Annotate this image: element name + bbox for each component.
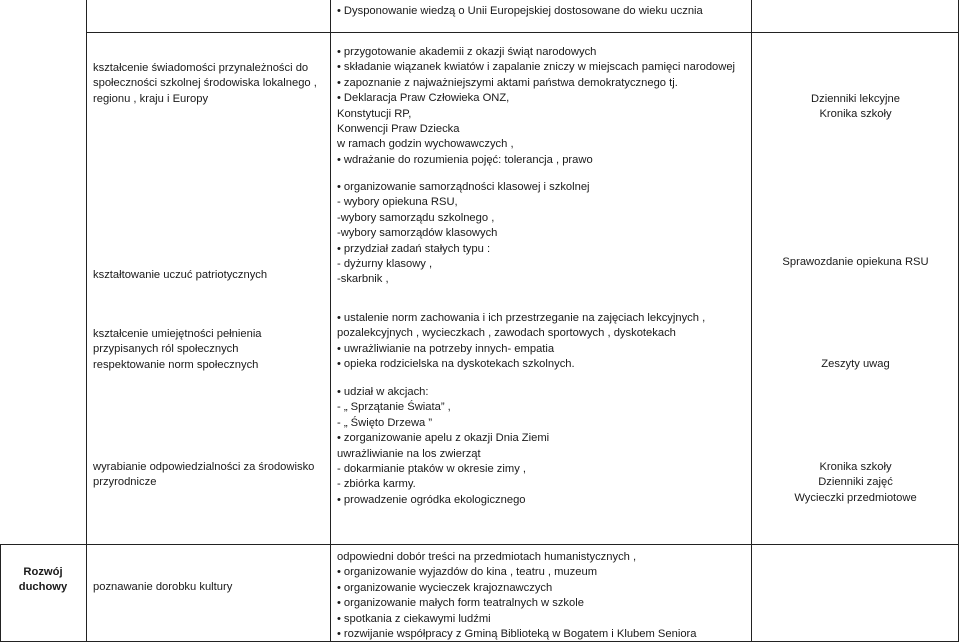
- line-item: - „ Święto Drzewa ”: [337, 416, 433, 429]
- line-item: • spotkania z ciekawymi ludźmi: [337, 612, 750, 627]
- line-item: Wycieczki przedmiotowe: [794, 491, 917, 504]
- line-item: pozalekcyjnych , wycieczkach , zawodach sportowych , dyskotekach: [337, 327, 676, 340]
- grid-line: [330, 0, 331, 642]
- line-item: - dyżurny klasowy ,: [337, 258, 433, 271]
- line-item: uwrażliwianie na los zwierząt: [337, 447, 481, 460]
- line-item: wyrabianie odpowiedzialności za środowisko: [93, 461, 315, 473]
- line-item: odpowiedni dobór treści na przedmiotach humanistycznych ,: [337, 551, 637, 563]
- line-item: - wybory opiekuna RSU,: [337, 196, 458, 209]
- line-item: • zapoznanie z najważniejszymi aktami państwa demokratycznego tj.: [337, 76, 750, 91]
- line-item: respektowanie norm społecznych: [93, 358, 259, 371]
- line-item: Rozwój: [23, 566, 63, 578]
- row-2-activities: [337, 180, 750, 288]
- grid-line: [86, 32, 959, 33]
- line-item: przypisanych ról społecznych: [93, 343, 239, 356]
- line-item: • Deklaracja Praw Człowieka ONZ,: [337, 91, 750, 106]
- line-item: • uwrażliwianie na potrzeby innych- empatia: [337, 342, 750, 357]
- line-item: Kronika szkoły: [819, 108, 892, 121]
- line-item: • prowadzenie ogródka ekologicznego: [337, 493, 750, 508]
- row-1-goal: [93, 61, 325, 107]
- grid-line: [751, 0, 752, 642]
- line-item: -wybory samorządu szkolnego ,: [337, 211, 495, 224]
- line-item: • udział w akcjach:: [337, 385, 750, 400]
- row-3-documentation: [755, 357, 956, 372]
- line-item: kształtowanie uczuć patriotycznych: [93, 269, 268, 281]
- line-item: Kronika szkoły: [819, 461, 892, 473]
- line-item: • składanie wiązanek kwiatów i zapalanie zniczy w miejscach pamięci narodowej: [337, 60, 750, 75]
- row-3-goal: [93, 327, 325, 373]
- line-item: społeczności szkolnej środowiska lokalnego ,: [93, 77, 317, 90]
- line-item: Zeszyty uwag: [821, 358, 890, 370]
- row-3-activities: [337, 311, 750, 373]
- line-item: • ustalenie norm zachowania i ich przestrzeganie na zajęciach lekcyjnych ,: [337, 311, 750, 326]
- line-item: kształcenie umiejętności pełnienia: [93, 328, 262, 340]
- row-4-documentation: [755, 460, 956, 506]
- line-item: -wybory samorządów klasowych: [337, 227, 498, 240]
- row-1-documentation: [755, 92, 956, 123]
- row-4-goal: [93, 460, 325, 491]
- row-5-activities: [337, 550, 750, 642]
- line-item: • organizowanie wycieczek krajoznawczych: [337, 581, 750, 596]
- line-item: -skarbnik ,: [337, 273, 389, 286]
- grid-line: [86, 0, 87, 642]
- line-item: • organizowanie samorządności klasowej i szkolnej: [337, 180, 750, 195]
- line-item: • przygotowanie akademii z okazji świąt narodowych: [337, 45, 750, 60]
- grid-line: [0, 544, 959, 545]
- line-item: • rozwijanie współpracy z Gminą Biblioteką w Bogatem i Klubem Seniora: [337, 627, 750, 642]
- line-item: kształcenie świadomości przynależności do: [93, 62, 309, 74]
- line-item: - „ Sprzątanie Świata” ,: [337, 401, 451, 414]
- line-item: Dzienniki lekcyjne: [811, 93, 900, 105]
- line-item: • organizowanie małych form teatralnych w szkole: [337, 596, 750, 611]
- line-item: • organizowanie wyjazdów do kina , teatru , muzeum: [337, 565, 750, 580]
- line-item: duchowy: [18, 581, 68, 594]
- line-item: • Dysponowanie wiedzą o Unii Europejskiej dostosowane do wieku ucznia: [337, 4, 750, 19]
- line-item: regionu , kraju i Europy: [93, 92, 209, 105]
- line-item: - dokarmianie ptaków w okresie zimy ,: [337, 463, 527, 476]
- line-item: przyrodnicze: [93, 476, 157, 489]
- line-item: • opieka rodzicielska na dyskotekach szkolnych.: [337, 357, 750, 372]
- row-5-goal: [93, 580, 325, 595]
- line-item: poznawanie dorobku kultury: [93, 581, 233, 593]
- row-1-activities: [337, 45, 750, 168]
- line-item: • przydział zadań stałych typu :: [337, 242, 750, 257]
- line-item: Sprawozdanie opiekuna RSU: [782, 256, 929, 268]
- line-item: • wdrażanie do rozumienia pojęć: tolerancja , prawo: [337, 153, 750, 168]
- line-item: Konwencji Praw Dziecka: [337, 123, 460, 136]
- grid-line: [958, 0, 959, 642]
- row-2-documentation: [755, 255, 956, 270]
- line-item: - zbiórka karmy.: [337, 478, 416, 491]
- row-4-activities: [337, 385, 750, 508]
- line-item: • zorganizowanie apelu z okazji Dnia Ziemi: [337, 431, 750, 446]
- row-5-area: [0, 565, 86, 596]
- row-2-goal: [93, 268, 325, 283]
- line-item: w ramach godzin wychowawczych ,: [337, 138, 514, 151]
- line-item: Konstytucji RP,: [337, 107, 412, 120]
- line-item: Dzienniki zajęć: [818, 476, 893, 489]
- row-0-activities: [337, 4, 750, 19]
